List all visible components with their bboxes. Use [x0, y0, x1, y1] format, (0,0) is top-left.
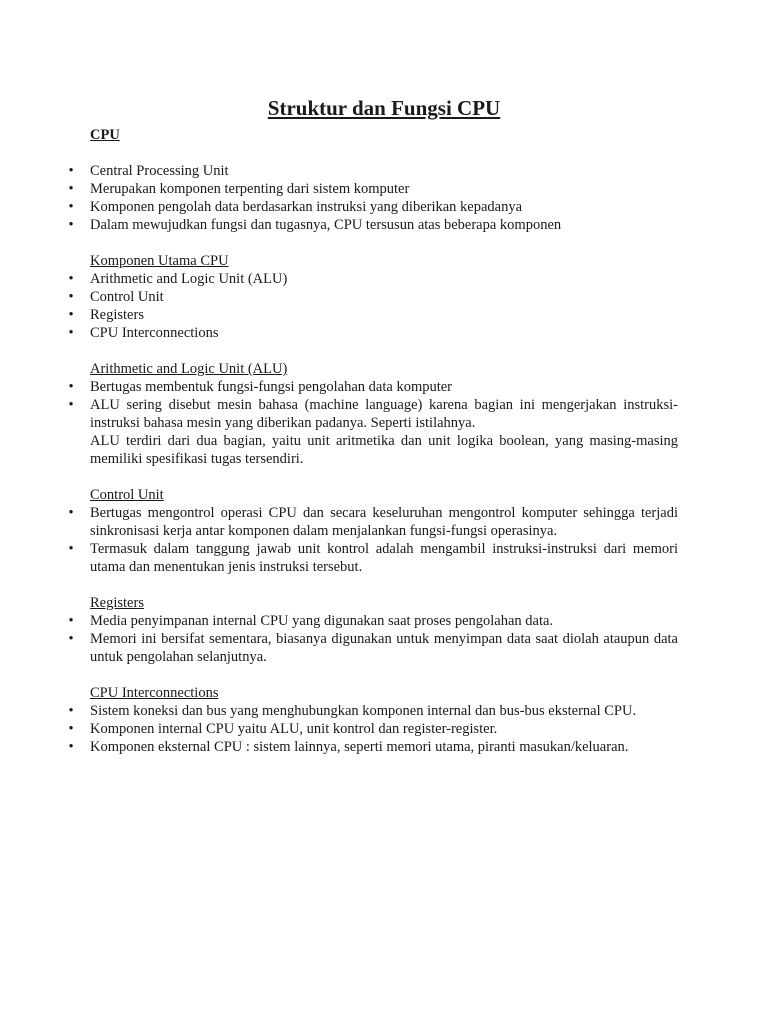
list-item-text: Komponen eksternal CPU : sistem lainnya, seperti memori utama, piranti masukan/keluaran.	[90, 739, 629, 755]
spacer	[90, 342, 678, 360]
list-item-text: CPU Interconnections	[90, 325, 219, 341]
section-alu	[68, 360, 678, 468]
list-item	[68, 630, 678, 666]
list-item-text: Central Processing Unit	[90, 163, 229, 179]
spacer	[90, 576, 678, 594]
list-item	[68, 702, 678, 720]
bullet-icon: •	[68, 289, 74, 305]
bullet-icon: •	[68, 325, 74, 341]
bullet-icon: •	[68, 613, 74, 629]
section-cpu	[68, 126, 678, 234]
bullet-icon: •	[68, 163, 74, 179]
list-item-text: Sistem koneksi dan bus yang menghubungkan komponen internal dan bus-bus eksternal CPU.	[90, 703, 637, 719]
list-item-text: Control Unit	[90, 289, 164, 305]
list-item	[68, 198, 678, 216]
list-item-text: Registers	[90, 307, 144, 323]
list-item	[68, 324, 678, 342]
list-item	[68, 612, 678, 630]
list-item	[68, 504, 678, 540]
list-item	[68, 216, 678, 234]
section-heading-cpu: CPU	[90, 127, 120, 143]
section-heading-komponen-utama: Komponen Utama CPU	[90, 253, 229, 269]
bullet-list-cpu-interconnections	[68, 702, 678, 756]
bullet-list-komponen-utama	[68, 270, 678, 342]
bullet-icon: •	[68, 199, 74, 215]
list-item	[68, 396, 678, 432]
bullet-icon: •	[68, 703, 74, 719]
list-item	[68, 306, 678, 324]
section-registers	[68, 594, 678, 666]
section-komponen-utama	[68, 252, 678, 342]
bullet-icon: •	[68, 271, 74, 287]
bullet-icon: •	[68, 397, 74, 413]
list-item	[68, 720, 678, 738]
bullet-icon: •	[68, 181, 74, 197]
list-item-text: Komponen internal CPU yaitu ALU, unit kontrol dan register-register.	[90, 721, 498, 737]
list-item	[68, 288, 678, 306]
bullet-icon: •	[68, 541, 74, 557]
spacer	[90, 468, 678, 486]
list-item	[68, 162, 678, 180]
list-item-text: Arithmetic and Logic Unit (ALU)	[90, 271, 288, 287]
bullet-icon: •	[68, 379, 74, 395]
page-title: Struktur dan Fungsi CPU	[267, 96, 501, 120]
section-control-unit	[68, 486, 678, 576]
bullet-icon: •	[68, 721, 74, 737]
list-item	[68, 738, 678, 756]
list-item	[68, 378, 678, 396]
list-item-text: Media penyimpanan internal CPU yang digunakan saat proses pengolahan data.	[90, 613, 554, 629]
list-item	[68, 180, 678, 198]
bullet-list-alu	[68, 378, 678, 432]
bullet-icon: •	[68, 307, 74, 323]
spacer	[90, 144, 678, 162]
spacer	[90, 666, 678, 684]
bullet-icon: •	[68, 739, 74, 755]
list-item-text: Memori ini bersifat sementara, biasanya digunakan untuk menyimpan data saat diolah ataupun data untuk pengolahan selanjutnya.	[90, 631, 678, 665]
list-item-text: Bertugas mengontrol operasi CPU dan secara keseluruhan mengontrol komputer sehingga terjadi sinkronisasi kerja antar komponen dalam menjalankan fungsi-fungsi operasinya.	[90, 505, 678, 539]
bullet-icon: •	[68, 631, 74, 647]
list-item-text: Termasuk dalam tanggung jawab unit kontrol adalah mengambil instruksi-instruksi dari memori utama dan menentukan jenis instruksi tersebut.	[90, 541, 678, 575]
list-item-text: ALU sering disebut mesin bahasa (machine language) karena bagian ini mengerjakan instruksi-instruksi bahasa mesin yang diberikan padanya. Seperti istilahnya.	[90, 397, 678, 431]
bullet-icon: •	[68, 217, 74, 233]
list-item-text: Merupakan komponen terpenting dari sistem komputer	[90, 181, 410, 197]
list-item-text: Bertugas membentuk fungsi-fungsi pengolahan data komputer	[90, 379, 453, 395]
list-item-text: Dalam mewujudkan fungsi dan tugasnya, CPU tersusun atas beberapa komponen	[90, 217, 562, 233]
section-heading-registers: Registers	[90, 595, 144, 611]
section-heading-cpu-interconnections: CPU Interconnections	[90, 685, 219, 701]
bullet-list-cpu	[68, 162, 678, 234]
section-heading-control-unit: Control Unit	[90, 487, 164, 503]
alu-paragraph: ALU terdiri dari dua bagian, yaitu unit aritmetika dan unit logika boolean, yang masing-masing memiliki spesifikasi tugas tersendiri.	[90, 433, 678, 467]
spacer	[90, 234, 678, 252]
list-item-text: Komponen pengolah data berdasarkan instruksi yang diberikan kepadanya	[90, 199, 523, 215]
section-cpu-interconnections	[68, 684, 678, 756]
bullet-list-registers	[68, 612, 678, 666]
bullet-list-control-unit	[68, 504, 678, 576]
list-item	[68, 540, 678, 576]
list-item	[68, 270, 678, 288]
section-heading-alu: Arithmetic and Logic Unit (ALU)	[90, 361, 288, 377]
bullet-icon: •	[68, 505, 74, 521]
